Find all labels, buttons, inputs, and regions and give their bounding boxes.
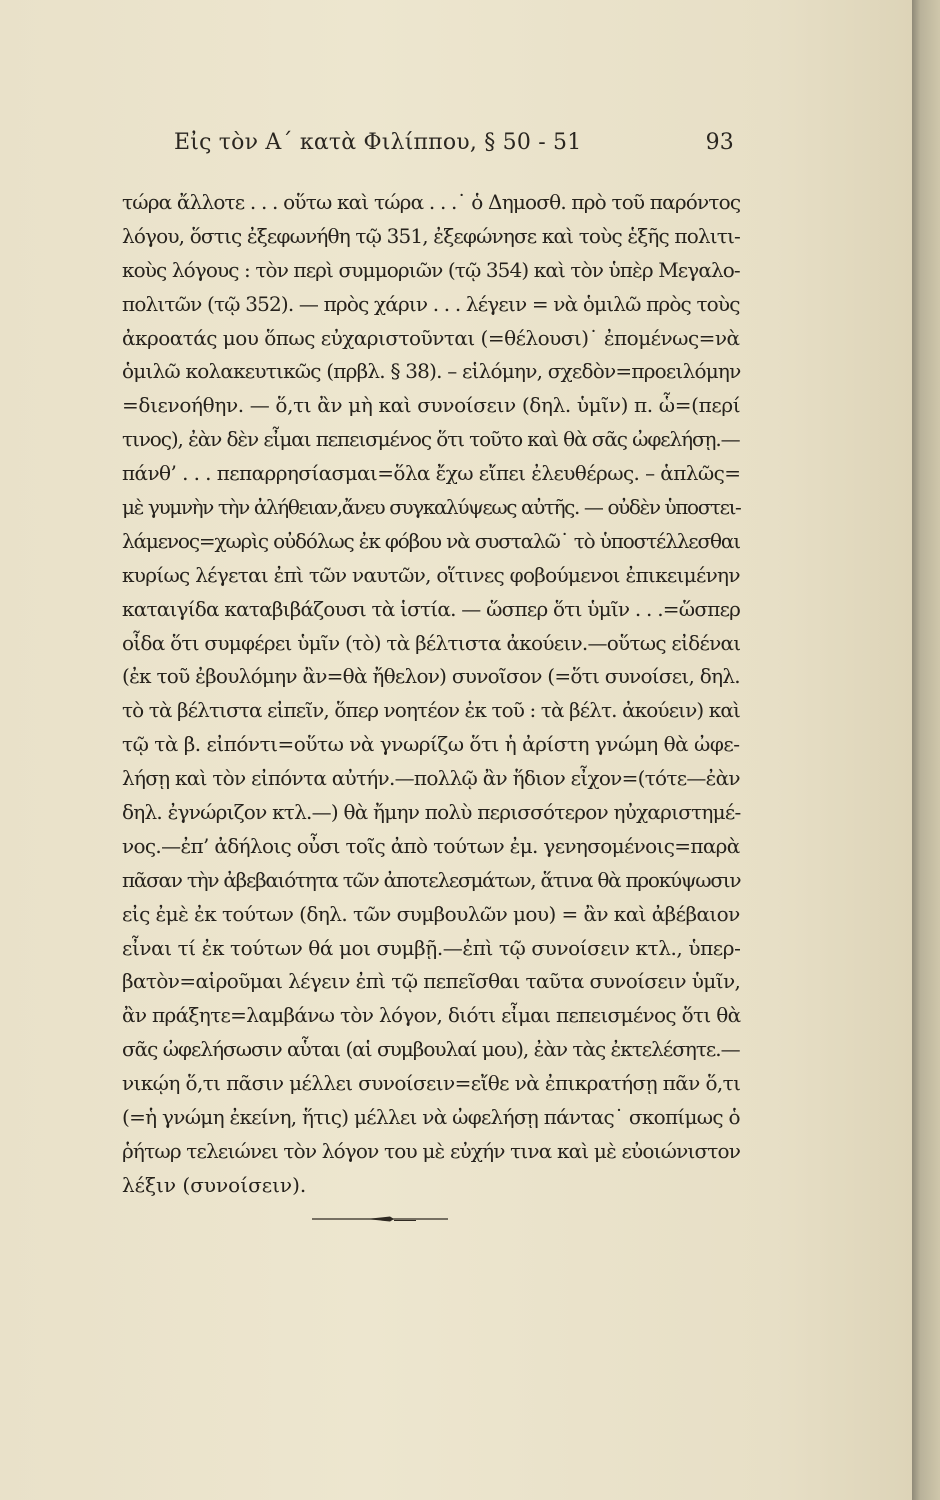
text-line: νος.—ἐπ’ ἀδήλοις οὖσι τοῖς ἀπὸ τούτων ἐμ. γενησομένοις=παρὰ [122,833,740,858]
header-title: Εἰς τὸν Α΄ κατὰ Φιλίππου, § 50 - 51 [174,130,582,155]
text-line: οἶδα ὅτι συμφέρει ὑμῖν (τὸ) τὰ βέλτιστα ἀκούειν.—οὕτως εἰδέναι [122,630,741,655]
commentary-text [122,186,740,1203]
text-line: λόγου, ὅστις ἐξεφωνήθη τῷ 351, ἐξεφώνησε καὶ τοὺς ἑξῆς πολιτι- [122,223,740,248]
text-line: ἀκροατάς μου ὅπως εὐχαριστοῦνται (=θέλουσι)˙ ἐπομένως=νὰ [122,325,740,350]
text-line: πᾶσαν τὴν ἀβεβαιότητα τῶν ἀποτελεσμάτων, ἅτινα θὰ προκύψωσιν [122,867,741,892]
text-line: =διενοήθην. — ὅ,τι ἂν μὴ καὶ συνοίσειν (δηλ. ὑμῖν) π. ὧ=(περί [122,393,741,418]
text-line: τινος), ἐὰν δὲν εἶμαι πεπεισμένος ὅτι τοῦτο καὶ θὰ σᾶς ὠφελήσῃ.— [122,427,740,452]
text-line: (=ἡ γνώμη ἐκείνη, ἥτις) μέλλει νὰ ὠφελήσῃ πάντας˙ σκοπίμως ὁ [122,1105,740,1130]
text-line: ἂν πράξητε=λαμβάνω τὸν λόγον, διότι εἶμαι πεπεισμένος ὅτι θὰ [122,1003,741,1028]
text-line: τώρα ἄλλοτε . . . οὕτω καὶ τώρα . . .˙ ὁ Δημοσθ. πρὸ τοῦ παρόντος [122,190,741,214]
text-line: μὲ γυμνὴν τὴν ἀλήθειαν,ἄνευ συγκαλύψεως αὐτῆς. — οὐδὲν ὑποστει- [122,495,741,520]
text-line: καταιγίδα καταβιβάζουσι τὰ ἱστία. — ὥσπερ ὅτι ὑμῖν . . .=ὥσπερ [122,596,741,621]
text-line: πάνθ’ . . . πεπαρρησίασμαι=ὅλα ἔχω εἴπει ἐλευθέρως. – ἁπλῶς= [122,461,741,486]
text-line: δηλ. ἐγνώριζον κτλ.—) θὰ ἤμην πολὺ περισσότερον ηὐχαριστημέ- [122,800,741,825]
text-line: βατὸν=αἱροῦμαι λέγειν ἐπὶ τῷ πεπεῖσθαι ταῦτα συνοίσειν ὑμῖν, [122,969,741,994]
text-line: νικῴη ὅ,τι πᾶσιν μέλλει συνοίσειν=εἴθε νὰ ἐπικρατήσῃ πᾶν ὅ,τι [122,1071,741,1096]
text-line: (ἐκ τοῦ ἐβουλόμην ἂν=θὰ ἤθελον) συνοῖσον (=ὅτι συνοίσει, δηλ. [122,664,740,689]
text-line: σᾶς ὠφελήσωσιν αὗται (αἱ συμβουλαί μου), ἐὰν τὰς ἐκτελέσητε.— [122,1037,740,1062]
text-line: ὁμιλῶ κολακευτικῶς (πρβλ. § 38). – εἱλόμην, σχεδὸν=προειλόμην [122,359,741,384]
text-line: τῷ τὰ β. εἰπόντι=οὕτω νὰ γνωρίζω ὅτι ἡ ἀρίστη γνώμη θὰ ὠφε- [122,732,740,757]
running-header [174,130,734,166]
text-line: πολιτῶν (τῷ 352). — πρὸς χάριν . . . λέγειν = νὰ ὁμιλῶ πρὸς τοὺς [122,291,740,316]
page-number: 93 [705,130,734,155]
page-edge-shadow [912,0,940,1500]
text-line: τὸ τὰ βέλτιστα εἰπεῖν, ὅπερ νοητέον ἐκ τοῦ : τὰ βέλτ. ἀκούειν) καὶ [122,698,740,723]
text-line: λέξιν (συνοίσειν). [122,1172,307,1197]
text-line: ῥήτωρ τελειώνει τὸν λόγον του μὲ εὐχήν τινα καὶ μὲ εὐοιώνιστον [122,1138,741,1163]
text-line: λάμενος=χωρὶς οὐδόλως ἐκ φόβου νὰ συσταλῶ˙ τὸ ὑποστέλλεσθαι [122,528,740,553]
text-line: λήσῃ καὶ τὸν εἰπόντα αὐτήν.—πολλῷ ἂν ἥδιον εἶχον=(τότε—ἐὰν [122,766,740,791]
section-end-ornament [312,1212,448,1226]
text-line: εἶναι τί ἐκ τούτων θά μοι συμβῇ.—ἐπὶ τῷ συνοίσειν κτλ., ὑπερ- [122,935,741,960]
text-line: κοὺς λόγους : τὸν περὶ συμμοριῶν (τῷ 354) καὶ τὸν ὑπὲρ Μεγαλο- [122,257,740,282]
text-line: κυρίως λέγεται ἐπὶ τῶν ναυτῶν, οἵτινες φοβούμενοι ἐπικειμένην [122,562,740,587]
text-line: εἰς ἐμὲ ἐκ τούτων (δηλ. τῶν συμβουλῶν μου) = ἂν καὶ ἀβέβαιον [122,901,740,926]
